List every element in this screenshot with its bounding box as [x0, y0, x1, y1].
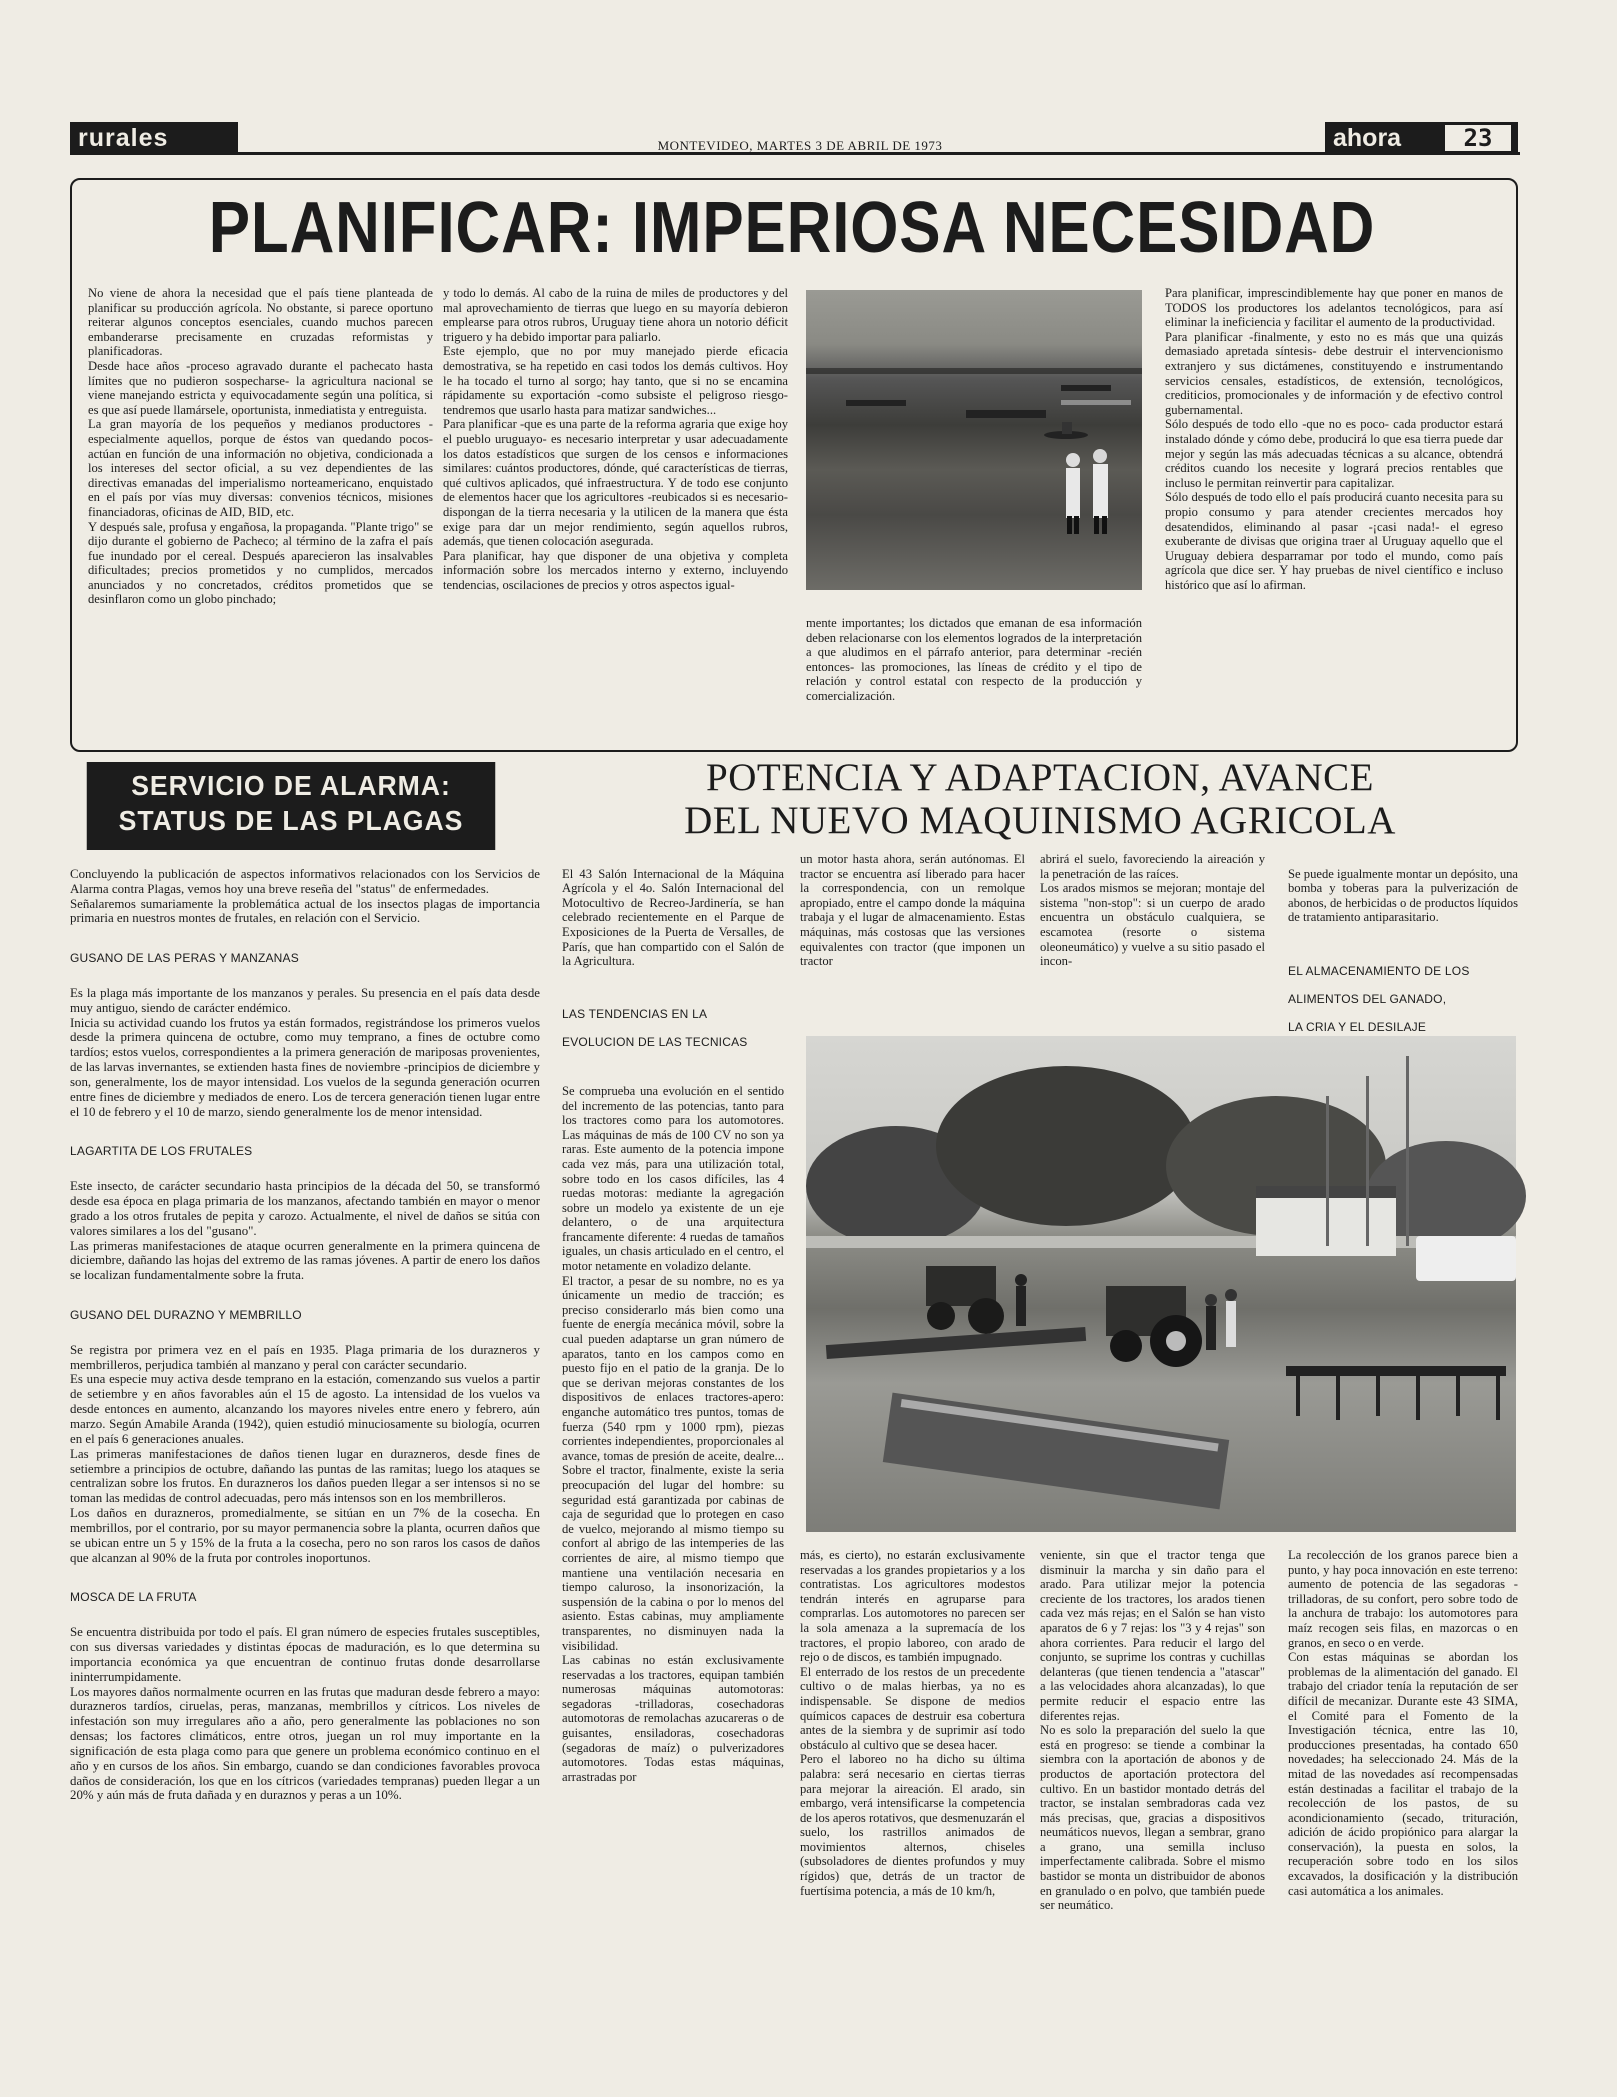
article2-text-4: Se encuentra distribuida por todo el país. El gran número de especies frutales susceptibles, con sus diversas variedades y distintas épocas de maduración, es lo que determina su importancia económica ya que encuentran de continuo frutas donde desarrollarse ininterrumpidamente. Los mayores daños normalmente ocurren en las frutas que maduran desde febrero a mayo: durazneros tardíos, ciruelas, peras, manzanas, membrillos y cítricos. Los niveles de infestación son muy irregulares año a año, pero generalmente las poblaciones no son densas; los factores climáticos, entre otros, juegan un rol muy importante en la significación de esta plaga como para que genere un problema económico continuo en el año y en cursos de los años. Sin embargo, cuando se dan condiciones favorables provoca daños de consideración, los que en los cítricos (variedades tempranas) pueden llegar a un 20% y aún más de fruta dañada y en duraznos y peras a un 10%.: [70, 1625, 540, 1803]
page-number: 23: [1445, 125, 1511, 151]
article3-col1-text: Se comprueba una evolución en el sentido del incremento de las potencias, tanto para los tractores como para los automotores. Las máquinas de más de 100 CV no son ya raras. Este aumento de la potencia impone cada vez más, para una utilización total, sobre todo en los casos difíciles, las 4 ruedas motoras: mediante la agregación sobre un modelo ya existente de un eje delantero, o de una arquitectura francamente diferente: 4 ruedas de tamaños iguales, un chasis articulado en el centro, el motor netamente en voladizo delante. El tractor, a pesar de su nombre, no es ya únicamente un medio de tracción; es preciso considerarlo más bien como una fuente de energía mecánica móvil, sobre la cual pueden adaptarse un gran número de aparatos, tanto en los campos como en puesto fijo en el patio de la granja. De lo que se derivan mejoras constantes de los dispositivos de enlaces tractores-apero: enganche automático tres puntos, tomas de fuerza (540 rpm y 1000 rpm), piezas corrientes independientes, proporcionales al avance, tomas de presión de aceite, dealre... Sobre el tractor, finalmente, existe la seria preocupación del lugar del hombre: su seguridad está garantizada por cabinas de caja de seguridad que lo protegen en caso de vuelco, mejorando al mismo tiempo su confort al abrigo de las intemperies de las corrientes de aire, al mismo tiempo que mantiene una ventilación necesaria en tiempo caluroso, la insonorización, la suspensión de la cabina o por lo menos del asiento. Estas cabinas, muy ampliamente transparentes, no disminuyen nada la visibilidad. Las cabinas no están exclusivamente reservadas a los tractores, equipan también numerosas máquinas automotoras: segadoras -trilladoras, cosechadoras automotoras de remolachas azucareras o de guisantes, ensiladoras, cosechadoras (segadoras de maíz) o pulverizadores automotores. Todas estas máquinas, arrastradas por: [562, 1083, 784, 1784]
article3-col4-bottom: La recolección de los granos parece bien a punto, y hay poca innovación en este terreno: aumento de potencia de las segadoras -trilladoras, de su confort, pero sobre todo de la anchura de trabajo: los automotores para maíz recogen seis filas, en mazorcas o en granos, en seco o en verde. Con estas máquinas se abordan los problemas de la alimentación del ganado. El trabajo del criador tenía la reputación de ser difícil de mecanizar. Durante este 43 SIMA, el Comité para el Fomento de la Investigación técnica, entre las 10, producciones presentadas, ha contado 650 novedades; ha seleccionado 24. Más de la mitad de las novedades así recompensadas están destinadas a facilitar el trabajo de la recolección de los pastos, de su acondicionamiento (secado, trituración, adición de ácido propiónico para alargar la conservación), la puesta en solos, la recuperación sobre todo en los silos excavados, la dosificación y la distribución casi automática a los animales.: [1288, 1548, 1518, 1898]
article2-intro: Concluyendo la publicación de aspectos informativos relacionados con los Servicios de Alarma contra Plagas, vemos hoy una breve reseña del "status" de enfermedades. Señalaremos sumariamente la problemática actual de los insectos plagas de importancia primaria en nuestros montes de frutales, en relación con el Servicio.: [70, 866, 540, 926]
article2-subhead-4: MOSCA DE LA FRUTA: [70, 1590, 197, 1605]
article3-col4-top: [1288, 852, 1518, 1034]
article3-col1-intro: El 43 Salón Internacional de la Máquina Agrícola y el 4o. Salón Internacional del Motocultivo de Recreo-Jardinería, se han celebrado recientemente en el Parque de Exposiciones de la Puerta de Versalles, de París, que han compartido con el Salón de la Agricultura.: [562, 866, 784, 969]
article2-body: [70, 852, 540, 2042]
article2-subhead-2: LAGARTITA DE LOS FRUTALES: [70, 1144, 253, 1159]
article2-headline-line1: SERVICIO DE ALARMA:: [131, 770, 451, 801]
article2-text-2: Este insecto, de carácter secundario hasta principios de la década del 50, se transformó desde esa época en plaga primaria de los manzanos, afectando también en mayor o menor grado a los otros frutales de pepita y carozo. Actualmente, el nivel de daños se sitúa con valores similares a los del "gusano". Las primeras manifestaciones de ataque ocurren generalmente en la primera quincena de diciembre, dañando las hojas del extremo de las ramas jóvenes. A partir de enero los daños se localizan fundamentalmente sobre la fruta.: [70, 1179, 540, 1283]
paper-name: ahora: [1333, 124, 1402, 152]
article3-col1: [562, 852, 784, 2037]
article3-col3-top: abrirá el suelo, favoreciendo la aireación y la penetración de las raíces. Los arados mismos se mejoran; montaje del sistema "non-stop": si un cuerpo de arado encuentra un obstáculo cualquiera, se escamotea (resorte o sistema oleoneumático) y vuelve a su sitio pasado el incon-: [1040, 852, 1265, 969]
paper-tag: [1325, 122, 1518, 154]
article3-headline: [560, 756, 1520, 842]
article1-col2: y todo lo demás. Al cabo de la ruina de miles de productores y del mal aprovechamiento de tierras que luego en su mayoría debieron emplearse para otros rubros, Uruguay tiene ahora un notorio déficit triguero y ha debido importar para paliarlo. Este ejemplo, que no por muy manejado pierde eficacia demostrativa, se ha repetido en casi todos los demás cultivos. Hoy le ha tocado el turno al sorgo; hay tanto, que si no se encamina rápidamente su exportación -como subsiste el peligroso riesgo- tendremos que usarlo hasta para matizar sandwiches... Para planificar -que es una parte de la reforma agraria que exige hoy el pueblo uruguayo- es necesario interpretar y usar adecuadamente los datos estadísticos que surgen de los censos e informaciones similares: cuántos productores, dónde, qué características de tierras, qué cultivos aplicados, qué infraestructura. Y de todo ese conjunto de elementos hacer que los agricultores -reubicados si es necesario- dispongan de la tierra necesaria y la utilicen de la manera que ésta exige para dar un mejor rendimiento, según aquellos rubros, además, que tienen colocación asegurada. Para planificar, hay que disponer de una objetiva y completa información sobre los mercados interno y externo, incluyendo tendencias, oscilaciones de precios y otros aspectos igual-: [443, 286, 788, 592]
article1-headline: PLANIFICAR: IMPERIOSA NECESIDAD: [208, 188, 1376, 268]
article2-headline-box: [87, 762, 496, 850]
article3-headline-line1: POTENCIA Y ADAPTACION, AVANCE: [706, 756, 1374, 799]
article3-col4-intro: Se puede igualmente montar un depósito, una bomba y toberas para la pulverización de abonos, de herbicidas o de productos líquidos de tratamiento antiparasitario.: [1288, 866, 1518, 925]
field-photo-figures: [806, 290, 1142, 590]
article1-col3: mente importantes; los dictados que emanan de esa información deben relacionarse con los elementos logrados de la interpretación a que aludimos en el párrafo anterior, para determinar -recién entonces- las promociones, las líneas de crédito y el tipo de relación y control estatal con respecto de la producción y comercialización.: [806, 616, 1142, 703]
article3-subhead-1: LAS TENDENCIAS EN LA EVOLUCION DE LAS TECNICAS: [562, 1007, 748, 1050]
article3-headline-line2: DEL NUEVO MAQUINISMO AGRICOLA: [684, 799, 1396, 842]
article2-text-3: Se registra por primera vez en el país en 1935. Plaga primaria de los durazneros y membrilleros, perjudica también al manzano y peral con carácter secundario. Es una especie muy activa desde temprano en la estación, comenzando sus vuelos a partir de setiembre y en años favorables aún el 15 de agosto. La intensidad de los vuelos va desde entonces en aumento, alcanzando los mayores niveles entre enero y febrero, aún marzo. Según Amabile Aranda (1942), quien estudió minuciosamente su biología, ocurren en el país 6 generaciones anuales. Las primeras manifestaciones de daños tienen lugar en durazneros, desde fines de setiembre a principios de octubre, dañando las puntas de las ramitas; luego los ataques se centralizan sobre los frutos. En durazneros los daños pueden llegar a ser intensos si no se toman las medidas de control adecuadas, pero más intensos son en los membrilleros. Los daños en durazneros, promedialmente, se sitúan en un 7% de la cosecha. En membrillos, por el contrario, por su mayor permanencia sobre la planta, ocurren daños que se ubican entre un 5 y 15% de la fruta a la cosecha, pero no son raros los casos de daños que alcanzan al 90% de la fruta por controles inoportunos.: [70, 1342, 540, 1565]
field-photo: [806, 290, 1142, 590]
section-name: rurales: [78, 124, 169, 152]
article1-col1: No viene de ahora la necesidad que el país tiene planteada de planificar su producción agrícola. No obstante, si parece oportuno reiterar algunos conceptos esenciales, cuando muchos parecen embanderarse precisamente en cruzadas reformistas y planificadoras. Desde hace años -proceso agravado durante el pachecato hasta límites que no pudieron sospecharse- la agricultura nacional se viene manejando estricta y equivocadamente según una política, si es que así puede llamársele, oportunista, inmediatista y entreguista. La gran mayoría de los pequeños y medianos productores -especialmente aquellos, porque de éstos van quedando pocos- actúan en función de una información no objetiva, condicionada a los intereses del sector oficial, a su vez dependientes de las directivas emanadas del imperialismo norteamericano, enquistado en el país por vías muy diversas: convenios técnicos, misiones financiadoras, oficinas de AID, BID, etc. Y después sale, profusa y engañosa, la propaganda. "Plante trigo" se dijo durante el gobierno de Pacheco; al término de la zafra el país fue inundado por el cereal. Después aparecieron las insalvables dificultades; precios prometidos y no cumplidos, mercados anunciados y no concretados, créditos prometidos que se desinflaron como un globo pinchado;: [88, 286, 433, 607]
dateline: MONTEVIDEO, MARTES 3 DE ABRIL DE 1973: [657, 138, 943, 153]
article3-subhead-2: EL ALMACENAMIENTO DE LOS ALIMENTOS DEL GANADO, LA CRIA Y EL DESILAJE: [1288, 963, 1470, 1034]
article3-col2-bottom: más, es cierto), no estarán exclusivamente reservadas a los grandes propietarios y a los contratistas. Los agricultores modestos tendrán interés en agruparse para comprarlas. Los automotores no parecen ser la sola amenaza a la supremacía de los tractores, el propio laboreo, con arado de rejo o de discos, es también impugnado. El enterrado de los restos de un precedente cultivo o de malas hierbas, ya no es indispensable. Se dispone de medios químicos capaces de destruir esa cobertura antes de la siembra y de suprimir así todo obstáculo al cultivo que se desea hacer. Pero el laboreo no ha dicho su última palabra: será necesario en ciertas tierras para mejorar la aireación. El arado, sin embargo, verá intensificarse la competencia de los aperos rotativos, que desmenuzarán el suelo, los rastrillos animados de movimientos alternos, chiseles (subsoladores de dientes profundos y muy rígidos) que, detrás de un tractor de fuertísima potencia, a más de 10 km/h,: [800, 1548, 1025, 1898]
article3-col2-top: un motor hasta ahora, serán autónomas. El tractor se encuentra así liberado para hacer la correspondencia, con un remolque apropiado, entre el campo donde la máquina trabaja y el lugar de almacenamiento. Estas máquinas, más costosas que las versiones equivalentes con tractor (que imponen un tractor: [800, 852, 1025, 969]
article2-subhead-1: GUSANO DE LAS PERAS Y MANZANAS: [70, 951, 299, 966]
article2-headline-line2: STATUS DE LAS PLAGAS: [118, 805, 464, 836]
article2-subhead-3: GUSANO DEL DURAZNO Y MEMBRILLO: [70, 1307, 302, 1322]
exhibition-photo-scene: [806, 1036, 1516, 1532]
section-tag: [70, 122, 238, 154]
article2-text-1: Es la plaga más importante de los manzanos y perales. Su presencia en el país data desde muy antiguo, siendo de carácter endémico. Inicia su actividad cuando los frutos ya están formados, registrándose los primeros vuelos desde la primera quincena de octubre, como muy temprano, a fines de octubre como tardíos; estos vuelos, correspondientes a la primera generación de mariposas provenientes, de las larvas invernantes, se extienden hasta fines de noviembre -principios de diciembre y son, generalmente, los de mayor intensidad. Los vuelos de la segunda generación ocurren entre fines de diciembre y mediados de enero. Los de tercera generación tienen lugar entre el 10 de febrero y el 10 de marzo, siendo generalmente los de menor intensidad.: [70, 985, 540, 1119]
exhibition-photo: [806, 1036, 1516, 1532]
article3-col3-bottom: veniente, sin que el tractor tenga que disminuir la marcha y sin daño para el arado. Para utilizar mejor la potencia creciente de los tractores, los arados tienen cada vez más rejas; en el Salón se han visto aparatos de 6 y 7 rejas: los "3 y 4 rejas" son ahora corrientes. Para reducir el largo del conjunto, se suprime los contras y cuchillas delanteras (que tienen tendencia a "atascar" a las velocidades ahora alcanzadas), lo que permite reducir el espacio entre las diferentes rejas. No es solo la preparación del suelo la que está en progreso: se tiende a combinar la siembra con la aportación de abonos y de productos de aportación protectora del cultivo. En un bastidor montado detrás del tractor, se instalan sembradoras cada vez más precisas, que, gracias a dispositivos neumáticos nuevos, llegan a sembrar, grano a grano, una semilla incluso imperfectamente calibrada. Sobre el mismo bastidor se monta un distribuidor de abonos en granulado o en polvo, que también puede ser neumático.: [1040, 1548, 1265, 1913]
article1-col4: Para planificar, imprescindiblemente hay que poner en manos de TODOS los productores los adelantos tecnológicos, para así eliminar la ineficiencia y facilitar el aumento de la productividad. Para planificar -finalmente, y esto no es más que una quizás demasiado apretada síntesis- debe destruir el intervencionismo extranjero y sus dictámenes, constituyendo e instrumentando servicios censales, estadísticos, de extensión, tecnológicos, crediticios, promocionales y de información y de efectivo control gubernamental. Sólo después de todo ello -que no es poco- cada productor estará instalado dónde y cómo debe, producirá lo que esa tierra puede dar mejor y según las más adecuadas técnicas a su alcance, obtendrá créditos cuando los necesite y logrará precios rentables que incluso le permitan reinvertir para capitalizar. Sólo después de todo ello el país producirá cuanto necesita para su propio consumo y para atender crecientes mercados hoy desatendidos, eliminando al pasar -¡casi nada!- el egreso exuberante de divisas que origina traer al Uruguay aquello que el Uruguay debiera desparramar por todo el mundo, como país agrícola que dice ser. Y hay pruebas de nivel científico e incluso histórico que así lo afirman.: [1165, 286, 1503, 592]
